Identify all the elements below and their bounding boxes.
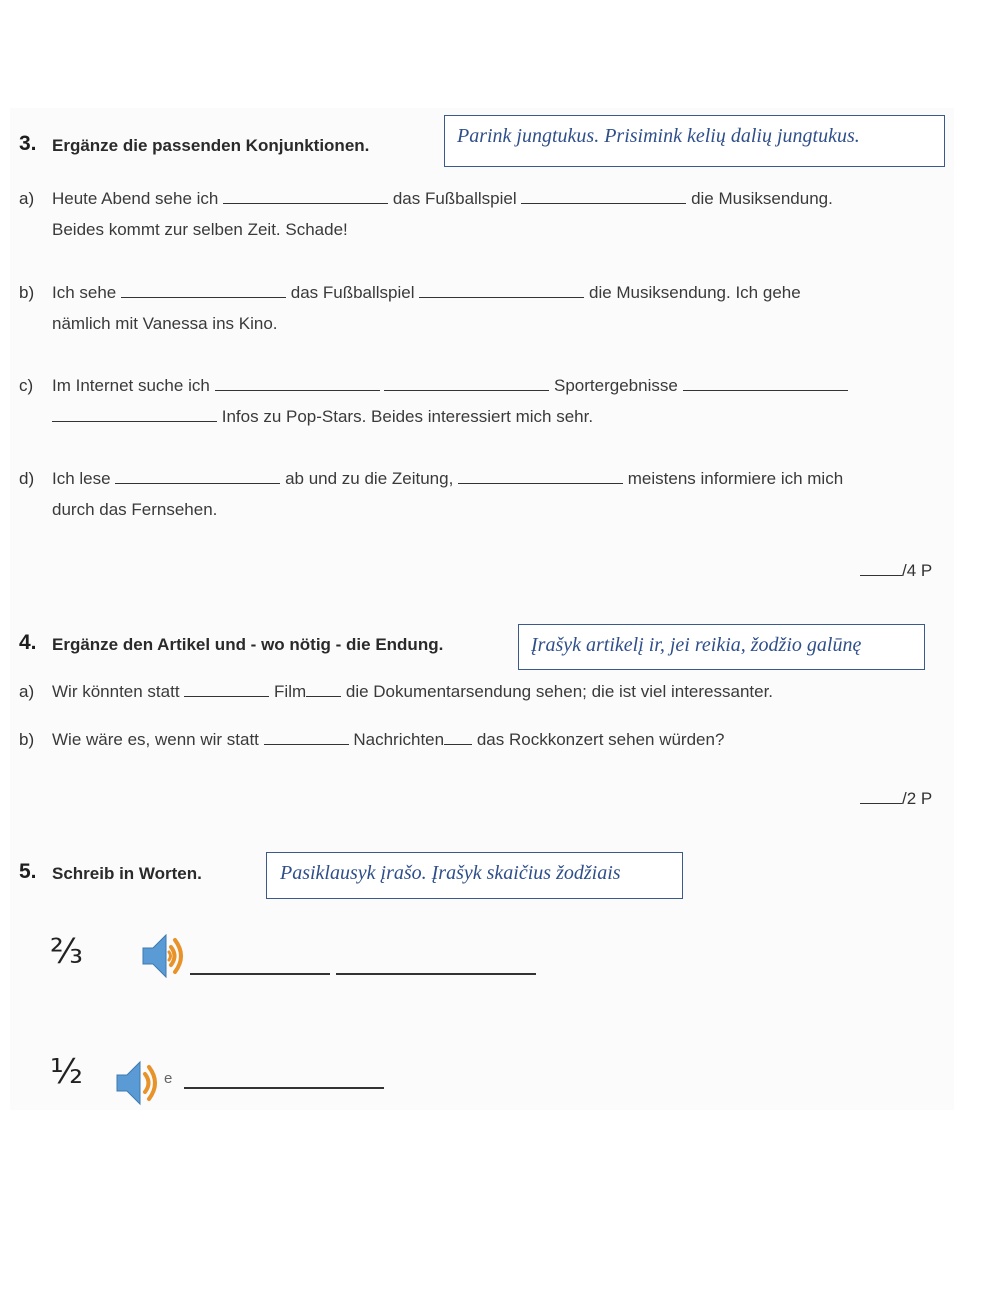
task3-heading: Ergänze die passenden Konjunktionen.: [52, 136, 370, 155]
task5-heading: Schreib in Worten.: [52, 864, 202, 883]
task3a-line1: Heute Abend sehe ich das Fußballspiel die Musiksendung.: [52, 189, 833, 208]
blank-input[interactable]: [444, 730, 472, 745]
answer-input[interactable]: [336, 973, 536, 975]
task3d-line2: durch das Fernsehen.: [52, 500, 218, 519]
blank-input[interactable]: [683, 376, 848, 391]
task3b-line2: nämlich mit Vanessa ins Kino.: [52, 314, 278, 333]
blank-input[interactable]: [223, 189, 388, 204]
blank-input[interactable]: [115, 469, 280, 484]
task3a-label: a): [19, 189, 35, 208]
blank-input[interactable]: [215, 376, 380, 391]
task4a-label: a): [19, 682, 35, 701]
task3a-line2: Beides kommt zur selben Zeit. Schade!: [52, 220, 348, 239]
score-blank[interactable]: [860, 561, 902, 576]
task4-number: 4.: [19, 631, 37, 654]
task5-number: 5.: [19, 860, 37, 883]
blank-input[interactable]: [419, 283, 584, 298]
task3b-line1: Ich sehe das Fußballspiel die Musiksendung. Ich gehe: [52, 283, 801, 302]
task3d-label: d): [19, 469, 35, 488]
task4-heading: Ergänze den Artikel und - wo nötig - die Endung.: [52, 635, 444, 654]
task3c-label: c): [19, 376, 34, 395]
task3-hint: Parink jungtukus. Prisimink kelių dalių jungtukus.: [457, 125, 860, 147]
task5-hint: Pasiklausyk įrašo. Įrašyk skaičius žodžiais: [280, 862, 621, 884]
fraction-two-thirds: ⅔: [50, 932, 83, 972]
task3-score: /4 P: [860, 561, 932, 581]
task3d-line1: Ich lese ab und zu die Zeitung, meistens informiere ich mich: [52, 469, 844, 488]
blank-input[interactable]: [384, 376, 549, 391]
answer-input[interactable]: [190, 973, 330, 975]
task4b-line: Wie wäre es, wenn wir statt Nachrichten das Rockkonzert sehen würden?: [52, 730, 725, 749]
blank-input[interactable]: [458, 469, 623, 484]
task3b-label: b): [19, 283, 35, 302]
task3c-line2: Infos zu Pop-Stars. Beides interessiert mich sehr.: [52, 407, 593, 427]
task4-hint-box: [518, 624, 925, 670]
task5-hint-box: [266, 852, 683, 899]
blank-input[interactable]: [121, 283, 286, 298]
task4a-line: Wir könnten statt Film die Dokumentarsendung sehen; die ist viel interessanter.: [52, 682, 774, 701]
answer-input[interactable]: [184, 1087, 384, 1089]
score-blank[interactable]: [860, 789, 902, 804]
task4b-label: b): [19, 730, 35, 749]
blank-input[interactable]: [306, 682, 341, 697]
task3-number: 3.: [19, 132, 37, 155]
partial-prefix: e: [164, 1070, 173, 1087]
fraction-one-half: ½: [50, 1052, 83, 1092]
task4-score: /2 P: [860, 789, 932, 809]
blank-input[interactable]: [264, 730, 349, 745]
blank-input[interactable]: [52, 407, 217, 422]
task3-hint-box: [444, 115, 945, 167]
task4-hint: Įrašyk artikelį ir, jei reikia, žodžio galūnę: [531, 634, 862, 656]
speaker-icon[interactable]: [114, 1058, 164, 1108]
task3c-line1: Im Internet suche ich Sportergebnisse: [52, 376, 848, 396]
blank-input[interactable]: [521, 189, 686, 204]
blank-input[interactable]: [184, 682, 269, 697]
speaker-icon[interactable]: [140, 930, 190, 982]
